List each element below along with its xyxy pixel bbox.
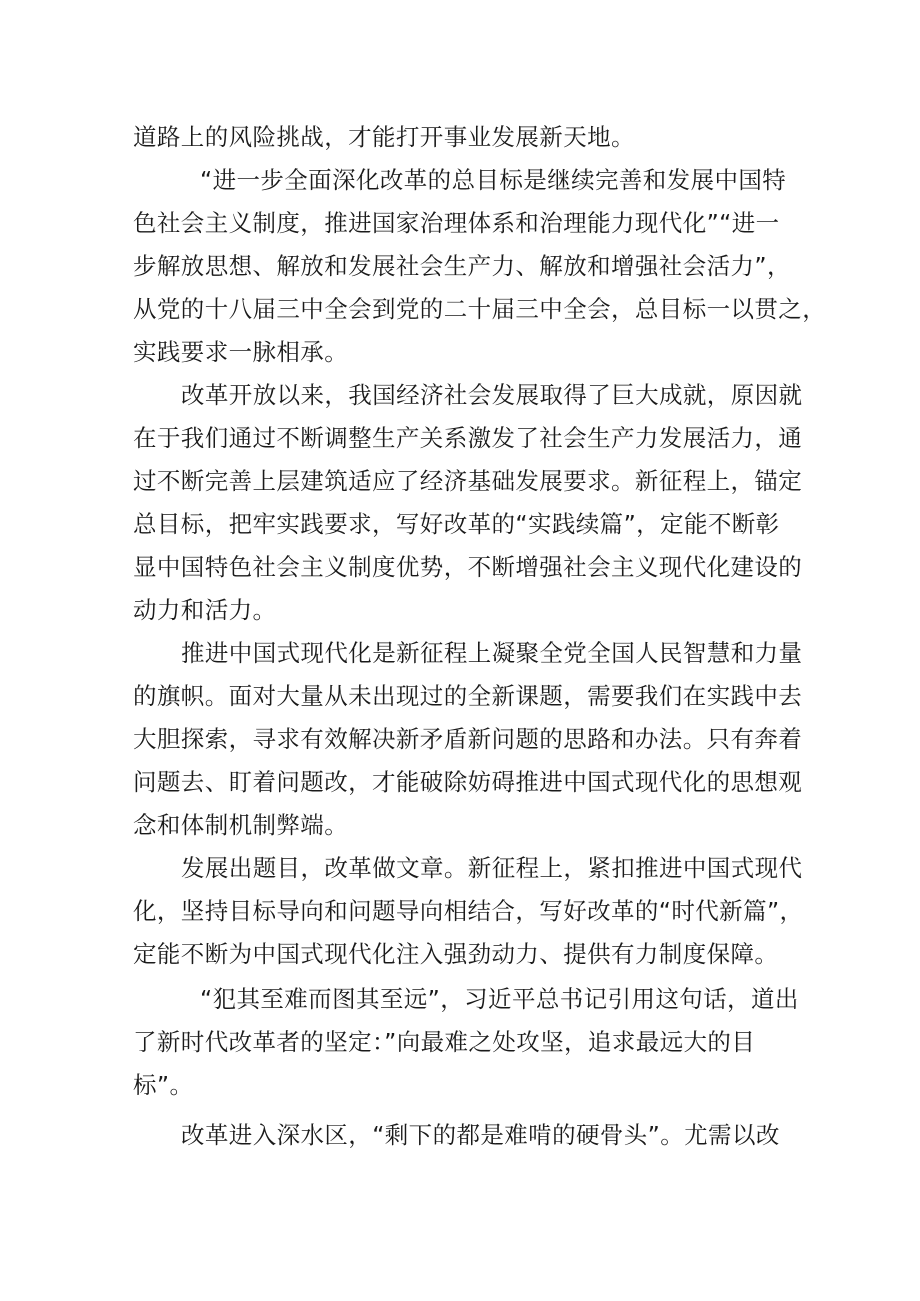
text-line: “犯其至难而图其至远”，习近平总书记引用这句话，道出	[200, 985, 799, 1013]
text-line: 发展出题目，改革做文章。新征程上，紧扣推进中国式现代	[181, 854, 803, 882]
text-line: 的旗帜。面对大量从未出现过的全新课题，需要我们在实践中去	[133, 682, 803, 710]
text-line: 念和体制机制弊端。	[133, 811, 349, 839]
text-line: 大胆探索，寻求有效解决新矛盾新问题的思路和办法。只有奔着	[133, 725, 803, 753]
text-line: 道路上的风险挑战，才能打开事业发展新天地。	[133, 123, 635, 151]
text-line: 色社会主义制度，推进国家治理体系和治理能力现代化”“进一	[133, 209, 780, 237]
text-line: 实践要求一脉相承。	[133, 338, 349, 366]
text-line: 过不断完善上层建筑适应了经济基础发展要求。新征程上，锚定	[133, 467, 803, 495]
text-line: 改革进入深水区，“剩下的都是难啃的硬骨头”。尤需以改	[181, 1121, 780, 1149]
text-line: “进一步全面深化改革的总目标是继续完善和发展中国特	[200, 166, 787, 194]
text-line: 改革开放以来，我国经济社会发展取得了巨大成就，原因就	[181, 381, 803, 409]
text-line: 定能不断为中国式现代化注入强劲动力、提供有力制度保障。	[133, 940, 779, 968]
text-line: 总目标，把牢实践要求，写好改革的“实践续篇”，定能不断彰	[133, 510, 780, 538]
text-line: 从党的十八届三中全会到党的二十届三中全会，总目标一以贯之，	[133, 295, 827, 323]
text-line: 步解放思想、解放和发展社会生产力、解放和增强社会活力”，	[133, 252, 791, 280]
text-line: 标”。	[133, 1071, 194, 1099]
text-line: 化，坚持目标导向和问题导向相结合，写好改革的“时代新篇”，	[133, 897, 804, 925]
text-line: 推进中国式现代化是新征程上凝聚全党全国人民智慧和力量	[181, 639, 803, 667]
text-line: 问题去、盯着问题改，才能破除妨碍推进中国式现代化的思想观	[133, 768, 803, 796]
text-line: 动力和活力。	[133, 596, 277, 624]
text-line: 显中国特色社会主义制度优势，不断增强社会主义现代化建设的	[133, 553, 803, 581]
text-line: 了新时代改革者的坚定：”向最难之处攻坚，追求最远大的目	[133, 1028, 756, 1056]
text-line: 在于我们通过不断调整生产关系激发了社会生产力发展活力，通	[133, 424, 803, 452]
